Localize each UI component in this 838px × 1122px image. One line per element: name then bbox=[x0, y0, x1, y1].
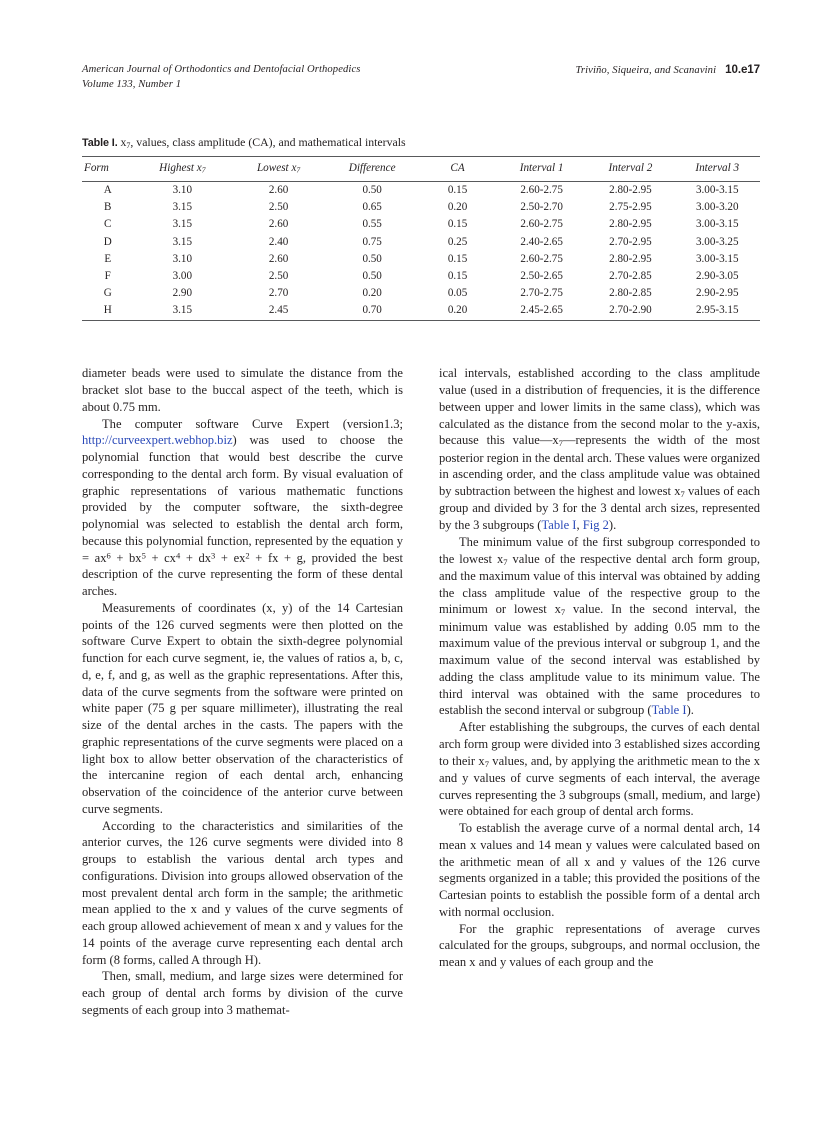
cell-interval3: 3.00-3.15 bbox=[695, 218, 739, 231]
cell-interval2: 2.80-2.95 bbox=[609, 184, 652, 197]
cell-interval3: 2.95-3.15 bbox=[695, 304, 739, 317]
cell-interval3: 3.00-3.20 bbox=[695, 201, 739, 214]
cell-highest: 3.15 bbox=[172, 235, 193, 248]
cell-ca: 0.15 bbox=[447, 270, 468, 283]
cell-interval1: 2.45-2.65 bbox=[520, 304, 563, 317]
cell-ca: 0.20 bbox=[447, 304, 468, 317]
cell-interval1: 2.50-2.70 bbox=[520, 201, 563, 214]
cell-interval2: 2.70-2.85 bbox=[609, 270, 652, 283]
cell-interval3: 3.00-3.15 bbox=[695, 252, 739, 265]
cell-interval2: 2.80-2.95 bbox=[609, 218, 652, 231]
cell-interval2: 2.75-2.95 bbox=[609, 201, 652, 214]
cell-interval3: 2.90-3.05 bbox=[695, 270, 739, 283]
paragraph: The computer software Curve Expert (version1.3; http://curveexpert.webhop.biz) was used to choose the polynomial function that would best describe the curve corresponding to the dental arch form. By visual evaluation of graphic representations of various mathematic functions provided by the computer software, the sixth-degree polynomial was selected to establish the dental arch form, because this polynomial function, represented by the equation $y = ax^6 + bx^5 + cx^4 + dx^3 + ex^2$ + fx + g, provided the best description of the curve representing the form of these dental arches. bbox=[82, 416, 403, 599]
cell-interval1: 2.40-2.65 bbox=[520, 235, 563, 248]
cell-lowest: 2.60 bbox=[268, 184, 289, 197]
cell-difference: 0.65 bbox=[362, 201, 382, 214]
paragraph: diameter beads were used to simulate the distance from the bracket slot base to the buccal aspect of the teeth, which is about 0.75 mm. bbox=[82, 366, 403, 414]
cell-form: A bbox=[103, 184, 112, 197]
table-header-row bbox=[82, 156, 760, 181]
table-row bbox=[82, 199, 760, 216]
paragraph: According to the characteristics and similarities of the anterior curves, the 126 curve segments were divided into 8 groups to establish the various dental arch types and configurations. Division into groups allowed observation of the most prevalent dental arch form in the sample; the arithmetic mean applied to the x and y values of the curve segments of each group allowed achievement of mean x and y values for the 14 points of the average curve representing each dental arch form (8 forms, called A through H). bbox=[82, 818, 403, 967]
paragraph: To establish the average curve of a normal dental arch, 14 mean x values and 14 mean y values were calculated based on the arithmetic mean of all x and y values of the 126 curve segments organized in a table; this provided the positions of the Cartesian points to establish the possible form of a dental arch with normal occlusion. bbox=[439, 821, 760, 919]
paragraph: ical intervals, established according to the class amplitude value (used in a distribution of frequencies, it is the difference between upper and lower limits in the same class), which was calculated as the distance from the second molar to the y-axis, because this $value—x_7—represents$ the width of the most posterior region in the dental arch. These values were organized in ascending order, and the class amplitude value was obtained by subtraction between the highest and lowest $x_7$ values of each group and divided by 3 for the 3 dental arch sizes, represented by the 3 subgroups (Table I, Fig 2). bbox=[439, 366, 760, 533]
cell-lowest: 2.60 bbox=[268, 252, 289, 265]
cell-ca: 0.15 bbox=[447, 218, 468, 231]
cell-difference: 0.70 bbox=[362, 304, 382, 317]
cell-lowest: 2.50 bbox=[268, 270, 289, 283]
cell-lowest: 2.60 bbox=[268, 218, 289, 231]
reference-link[interactable]: Table I bbox=[651, 703, 687, 718]
running-head-journal bbox=[82, 62, 360, 92]
paragraph: The minimum value of the first subgroup corresponded to the lowest $x_7$ value of the respective dental arch form group, and the maximum value of this interval was obtained by adding the class amplitude value of the respective group to the minimum or lowest $x_7$ value. In the second interval, the minimum value was established by adding 0.05 mm to the maximum value of the previous interval or subgroup 1, and the maximum value of the second interval was established by adding the class amplitude value to its minimum value. The third interval was obtained with the same procedures to establish the second interval or subgroup (Table I). bbox=[439, 534, 760, 718]
table-bottom-rule bbox=[82, 320, 760, 321]
cell-interval3: 3.00-3.15 bbox=[695, 184, 739, 197]
cell-highest: 3.15 bbox=[172, 201, 193, 214]
cell-interval3: 2.90-2.95 bbox=[695, 287, 739, 300]
cell-difference: 0.55 bbox=[362, 218, 382, 231]
cell-difference: 0.50 bbox=[362, 184, 382, 197]
table-block bbox=[82, 135, 760, 321]
column-header-interval-1: Interval 1 bbox=[497, 156, 586, 181]
column-header-interval-3: Interval 3 bbox=[675, 156, 761, 181]
column-header-highest: Highest $x_7$ bbox=[134, 156, 232, 181]
cell-form: F bbox=[104, 270, 111, 283]
cell-difference: 0.75 bbox=[362, 235, 382, 248]
article-body bbox=[82, 365, 760, 1018]
table-row bbox=[82, 267, 760, 284]
reference-link[interactable]: Table I bbox=[541, 518, 577, 533]
cell-form: H bbox=[103, 304, 112, 317]
cell-form: C bbox=[104, 218, 112, 231]
cell-interval2: 2.70-2.95 bbox=[609, 235, 652, 248]
cell-highest: 2.90 bbox=[172, 287, 193, 300]
left-text-column bbox=[82, 365, 403, 1018]
cell-interval2: 2.80-2.95 bbox=[609, 252, 652, 265]
table-row bbox=[82, 233, 760, 250]
x7-values-table bbox=[82, 156, 760, 321]
cell-interval1: 2.60-2.75 bbox=[520, 184, 563, 197]
table-row bbox=[82, 302, 760, 321]
cell-ca: 0.15 bbox=[447, 252, 468, 265]
table-row bbox=[82, 216, 760, 233]
cell-interval2: 2.80-2.85 bbox=[609, 287, 652, 300]
author-list: Triviño, Siqueira, and Scanavini bbox=[575, 65, 717, 76]
cell-ca: 0.20 bbox=[447, 201, 468, 214]
paragraph: After establishing the subgroups, the curves of each dental arch form group were divided into 3 established sizes according to their $x_7$ values, and, by applying the arithmetic mean to the x and y values of curve segments of each interval, the average curves representing the 3 subgroups (small, medium, and large) were obtained for each group of dental arch forms. bbox=[439, 720, 760, 819]
cell-interval1: 2.60-2.75 bbox=[520, 218, 563, 231]
reference-link[interactable]: Fig 2 bbox=[582, 518, 609, 533]
cell-interval3: 3.00-3.25 bbox=[695, 235, 739, 248]
cell-interval1: 2.60-2.75 bbox=[520, 252, 563, 265]
cell-ca: 0.15 bbox=[447, 184, 468, 197]
column-header-interval-2: Interval 2 bbox=[586, 156, 674, 181]
cell-highest: 3.15 bbox=[172, 218, 193, 231]
column-header-lowest: Lowest $x_7$ bbox=[231, 156, 326, 181]
cell-highest: 3.00 bbox=[172, 270, 193, 283]
journal-volume-issue: Volume 133, Number 1 bbox=[82, 79, 182, 91]
right-text-column bbox=[439, 365, 760, 1018]
paragraph: For the graphic representations of average curves calculated for the groups, subgroups, and normal occlusion, the mean x and y values of each group and the bbox=[439, 921, 760, 970]
table-label: Table I. bbox=[82, 137, 118, 150]
page-number: 10.e17 bbox=[725, 63, 760, 76]
cell-difference: 0.50 bbox=[362, 252, 382, 265]
table-row bbox=[82, 181, 760, 199]
reference-link[interactable]: http://curveexpert.webhop.biz bbox=[82, 433, 233, 448]
cell-form: B bbox=[104, 201, 112, 214]
cell-lowest: 2.70 bbox=[268, 287, 289, 300]
cell-highest: 3.15 bbox=[172, 304, 193, 317]
table-caption bbox=[82, 135, 760, 151]
cell-ca: 0.25 bbox=[447, 235, 468, 248]
cell-interval2: 2.70-2.90 bbox=[609, 304, 652, 317]
table-row bbox=[82, 285, 760, 302]
cell-interval1: 2.70-2.75 bbox=[520, 287, 563, 300]
cell-form: G bbox=[103, 287, 112, 300]
cell-difference: 0.20 bbox=[362, 287, 382, 300]
cell-interval1: 2.50-2.65 bbox=[520, 270, 563, 283]
cell-highest: 3.10 bbox=[172, 252, 193, 265]
journal-title: American Journal of Orthodontics and Dentofacial Orthopedics bbox=[82, 64, 361, 75]
running-head-authors-page bbox=[576, 62, 761, 78]
cell-lowest: 2.40 bbox=[268, 235, 289, 248]
cell-highest: 3.10 bbox=[172, 184, 193, 197]
cell-form: E bbox=[104, 252, 112, 265]
table-row bbox=[82, 250, 760, 267]
cell-lowest: 2.50 bbox=[268, 201, 289, 214]
column-header-ca: CA bbox=[418, 156, 497, 181]
cell-lowest: 2.45 bbox=[268, 304, 289, 317]
cell-form: D bbox=[103, 235, 112, 248]
paragraph: Measurements of coordinates (x, y) of the 14 Cartesian points of the 126 curved segments were then plotted on the software Curve Expert to obtain the sixth-degree polynomial function for each curve segment, ie, the values of ratios a, b, c, d, e, f, and g, as well as the graphic representations. After this, data of the curve segments from the software were printed on white paper (75 g per square millimeter), illustrating the real size of the dental arches in the casts. The papers with the graphic representations of the curve segments were placed on a light box to allow better observation of the characteristics of the intercanine region of each dental arch, enhancing observation of the coincidence of the anterior curve between curve segments. bbox=[82, 600, 403, 816]
column-header-difference: Difference bbox=[326, 156, 418, 181]
column-header-form: Form bbox=[82, 156, 134, 181]
cell-difference: 0.50 bbox=[362, 270, 382, 283]
cell-ca: 0.05 bbox=[447, 287, 468, 300]
table-body bbox=[82, 181, 760, 320]
table-caption-text: $x_7$, values, class amplitude (CA), and mathematical intervals bbox=[120, 135, 406, 150]
running-head bbox=[82, 62, 760, 92]
paragraph: Then, small, medium, and large sizes were determined for each group of dental arch forms by division of the curve segments of each group into 3 mathemat- bbox=[82, 969, 403, 1017]
